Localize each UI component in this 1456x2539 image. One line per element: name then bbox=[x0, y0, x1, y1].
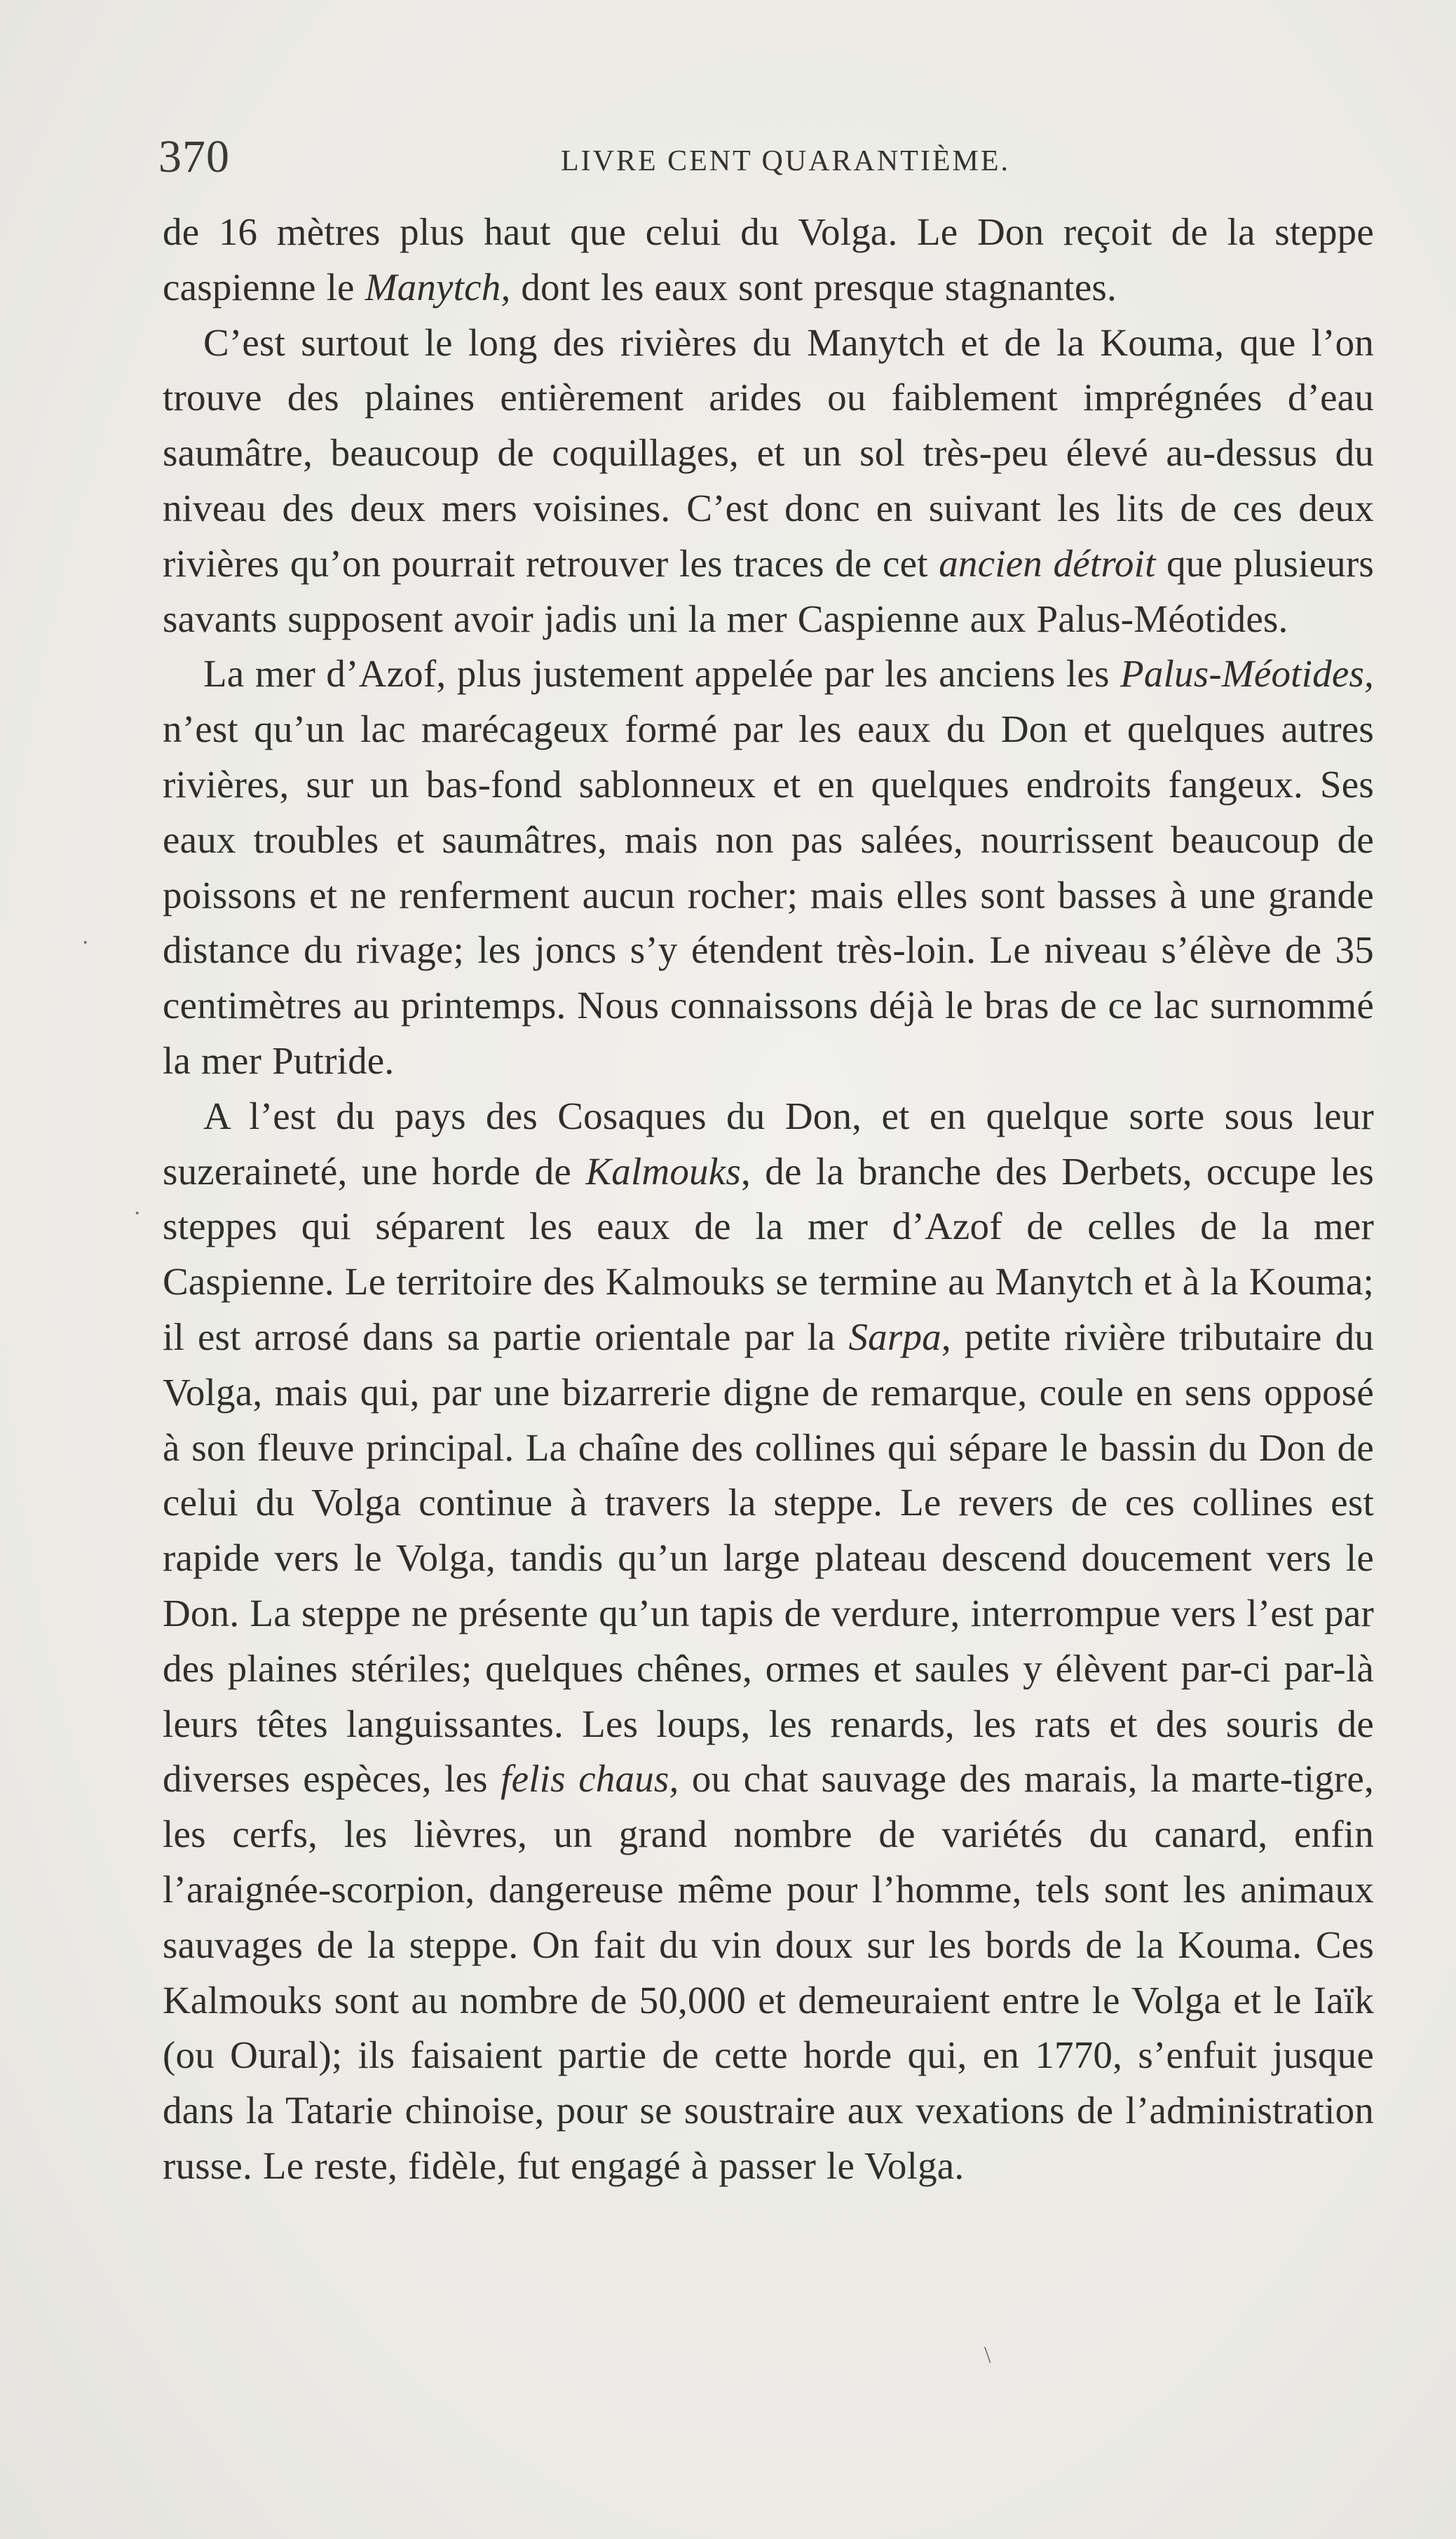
margin-mark: \ bbox=[984, 2342, 991, 2368]
text-segment: A l’est du pays des Cosaques du Don, et en quelque sorte sous leur suzeraineté, une horde de bbox=[163, 1094, 1374, 1193]
text-segment: , de la branche des Derbets, occupe les steppes qui séparent les eaux de la mer d’Azof de celles de la mer Caspienne. Le territoire des Kalmouks se termine au Manytch et à la Kouma; il est arrosé dans sa partie orientale par la bbox=[163, 1149, 1374, 1358]
italic-term: Palus-Méotides, bbox=[1120, 652, 1374, 696]
running-head bbox=[158, 130, 1399, 187]
paragraph bbox=[163, 316, 1374, 647]
paragraph bbox=[163, 646, 1374, 1088]
page-number: 370 bbox=[158, 131, 230, 182]
body-text bbox=[163, 205, 1374, 2194]
margin-dot: · bbox=[133, 1200, 142, 1226]
margin-dot: · bbox=[81, 930, 90, 956]
text-segment: dont les eaux sont presque stagnantes. bbox=[510, 265, 1117, 309]
text-segment: de 16 mètres plus haut que celui du Volga. Le Don reçoit de la steppe caspienne le bbox=[163, 210, 1374, 309]
text-segment: ou chat sauvage des marais, la marte-tigre, les cerfs, les lièvres, un grand nombre de variétés du canard, enfin l’araignée-scorpion, dangereuse même pour l’homme, tels sont les animaux sauvages de la steppe. On fait du vin doux sur les bords de la Kouma. Ces Kalmouks sont au nombre de 50,000 et demeuraient entre le Volga et le Iaïk (ou Oural); ils faisaient partie de cette horde qui, en 1770, s’enfuit jusque dans la Tatarie chinoise, pour se soustraire aux vexations de l’administration russe. Le reste, fidèle, fut engagé à passer le Volga. bbox=[163, 1757, 1374, 2187]
text-segment: La mer d’Azof, plus justement appelée par les anciens les bbox=[203, 652, 1121, 696]
italic-term: Manytch, bbox=[365, 265, 511, 309]
text-segment: que plusieurs savants supposent avoir jadis uni la mer Caspienne aux Palus-Méotides. bbox=[163, 541, 1374, 640]
text-segment: C’est surtout le long des rivières du Manytch et de la Kouma, que l’on trouve des plaines entièrement arides ou faiblement imprégnées d’eau saumâtre, beaucoup de coquillages, et un sol très-peu élevé au-dessus du niveau des deux mers voisines. C’est donc en suivant les lits de ces deux rivières qu’on pourrait retrouver les traces de cet bbox=[163, 320, 1374, 585]
text-segment: , petite rivière tributaire du Volga, mais qui, par une bizarrerie digne de remarque, coule en sens opposé à son fleuve principal. La chaîne des collines qui sépare le bassin du Don de celui du Volga continue à travers la steppe. Le revers de ces collines est rapide vers le Volga, tandis qu’un large plateau descend doucement vers le Don. La steppe ne présente qu’un tapis de verdure, interrompue vers l’est par des plaines stériles; quelques chênes, ormes et saules y élèvent par-ci par-là leurs têtes languissantes. Les loups, les renards, les rats et des souris de diverses espèces, les bbox=[163, 1315, 1374, 1801]
paragraph bbox=[163, 1089, 1374, 2194]
paragraph bbox=[163, 205, 1374, 316]
italic-term: Kalmouks bbox=[585, 1149, 741, 1193]
italic-term: felis chaus, bbox=[501, 1757, 679, 1801]
text-segment: n’est qu’un lac marécageux formé par les eaux du Don et quelques autres rivières, sur un bas-fond sablonneux et en quelques endroits fangeux. Ses eaux troubles et saumâtres, mais non pas salées, nourrissent beaucoup de poissons et ne renferment aucun rocher; mais elles sont basses à une grande distance du rivage; les joncs s’y étendent très-loin. Le niveau s’élève de 35 centimètres au printemps. Nous connaissons déjà le bras de ce lac surnommé la mer Putride. bbox=[163, 707, 1374, 1082]
running-title: LIVRE CENT QUARANTIÈME. bbox=[561, 145, 1011, 177]
italic-term: ancien détroit bbox=[939, 541, 1156, 585]
italic-term: Sarpa bbox=[848, 1315, 941, 1358]
